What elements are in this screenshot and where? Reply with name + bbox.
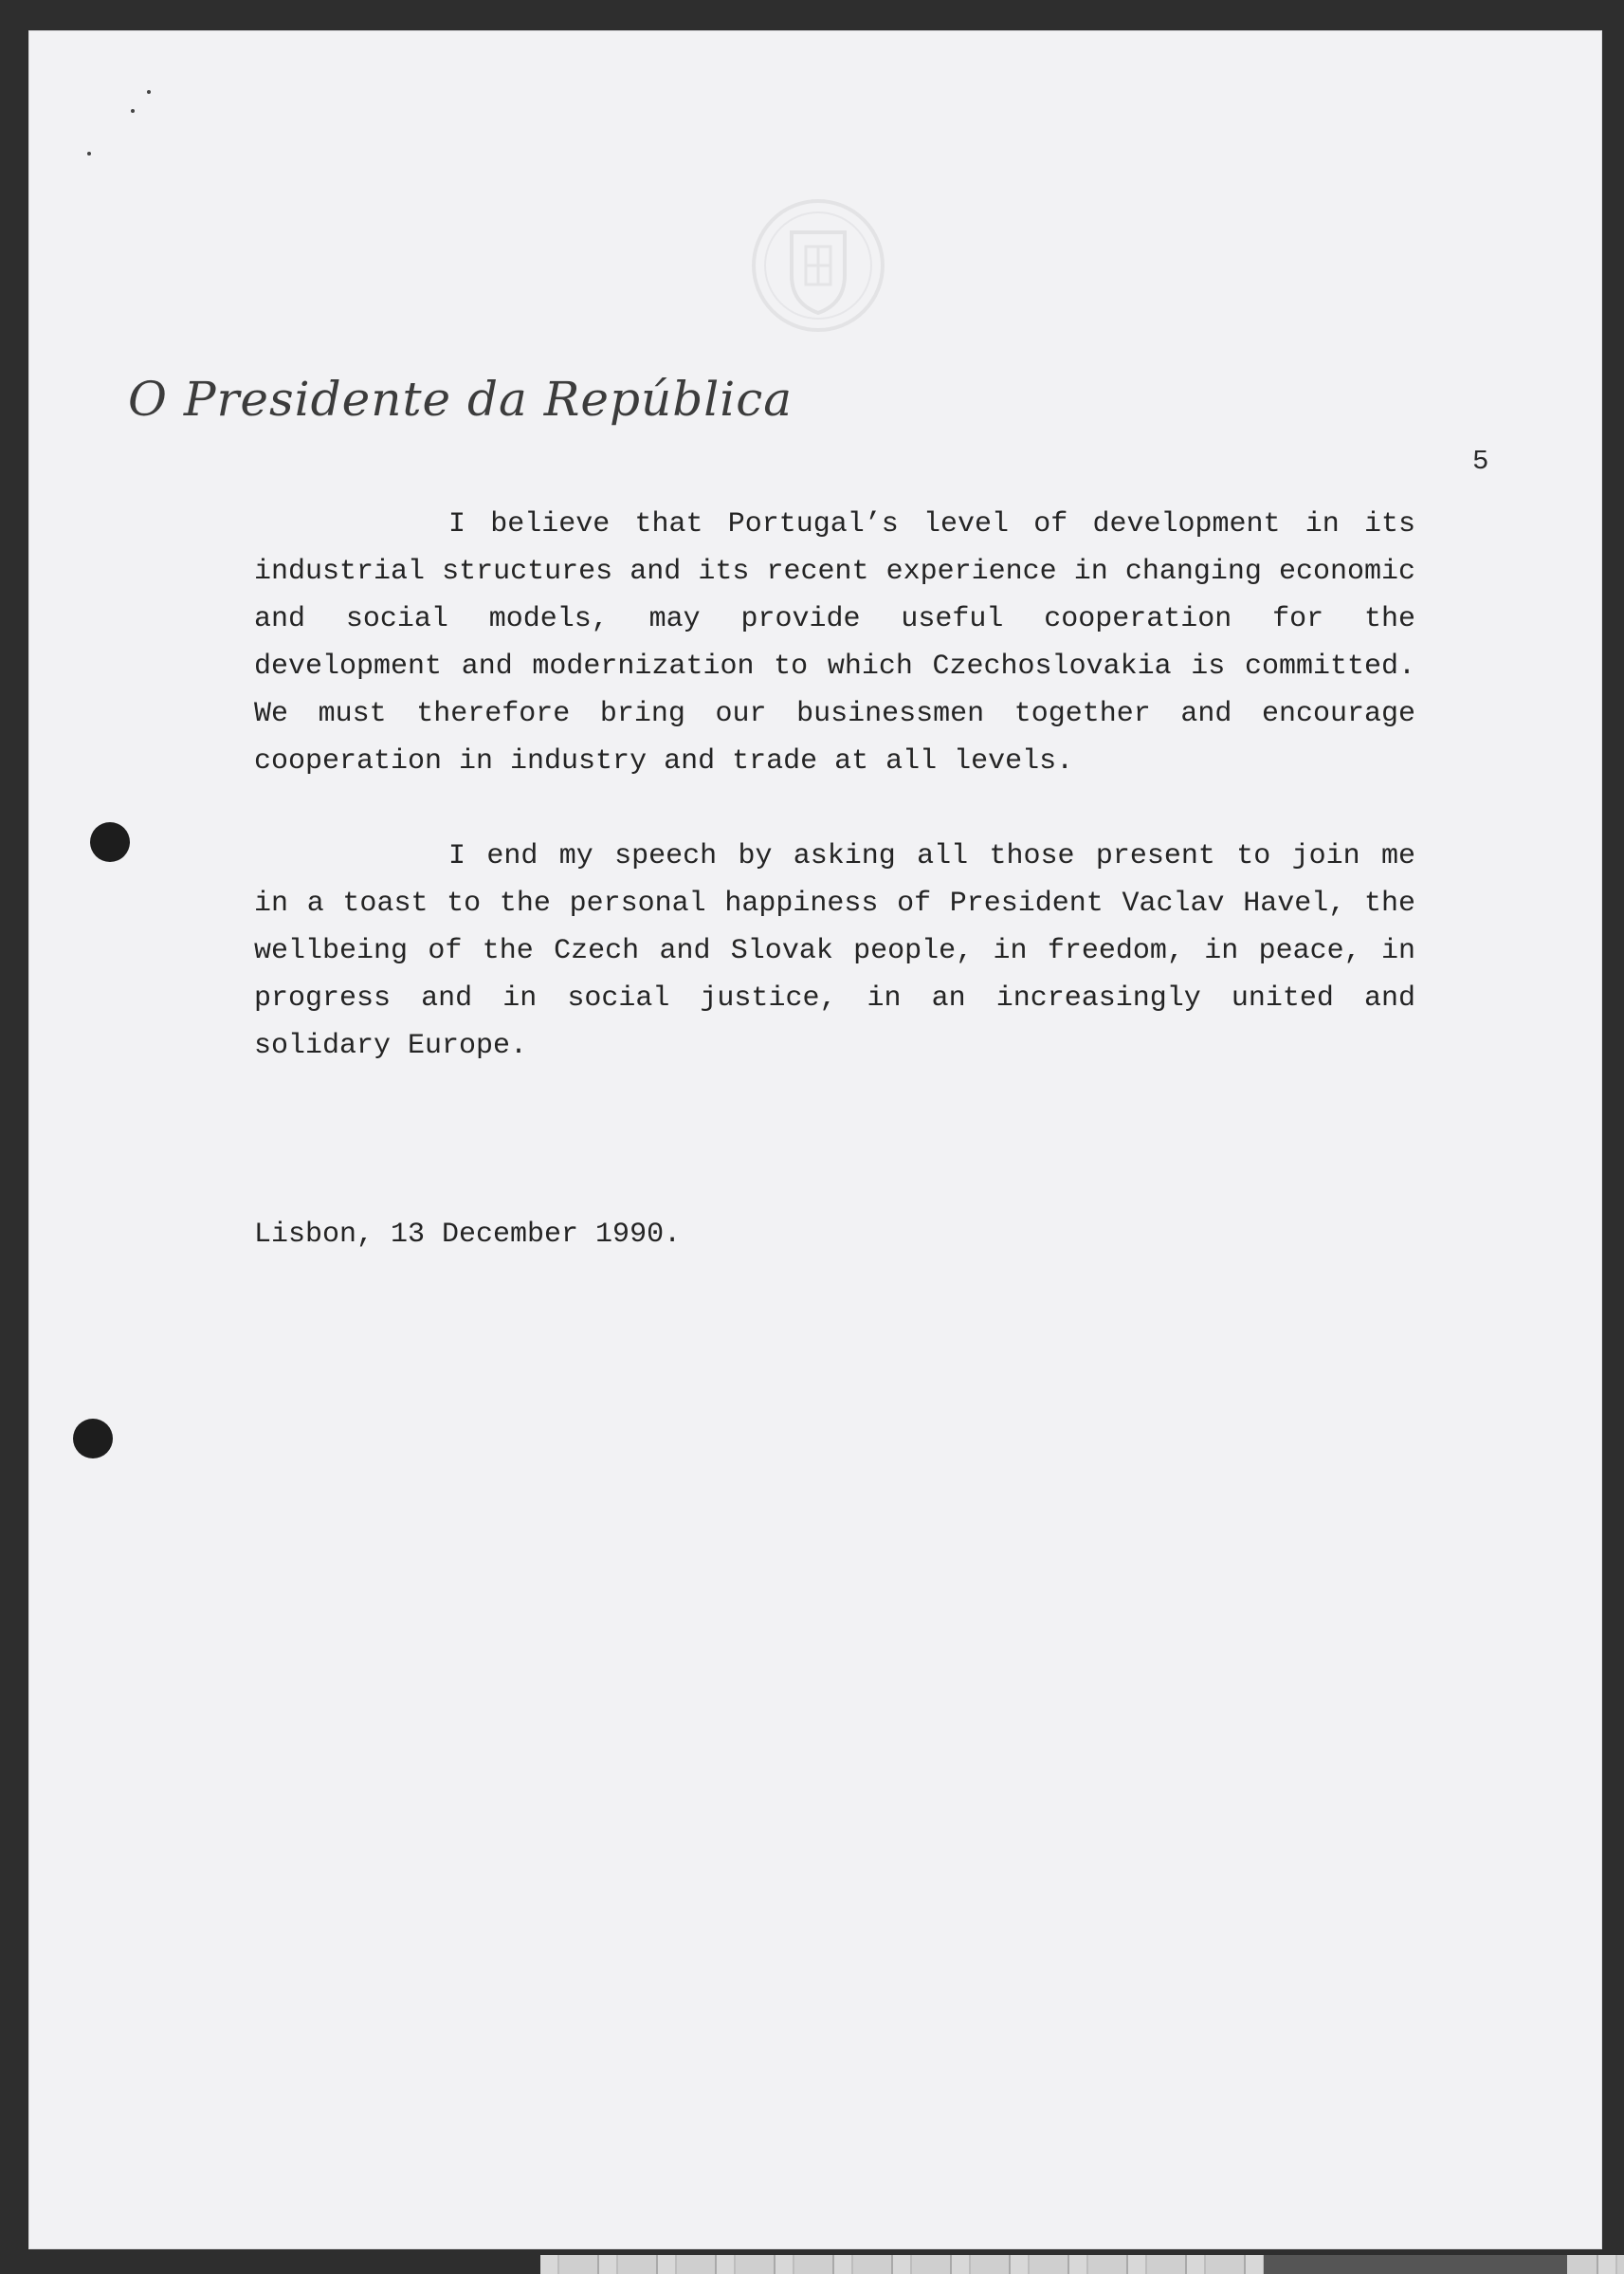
scanner-edge-dark — [1264, 2255, 1567, 2274]
scan-speck — [131, 109, 135, 113]
document-page — [28, 30, 1602, 2249]
speech-body — [254, 501, 1415, 1070]
coat-of-arms-watermark-icon — [747, 194, 889, 337]
punch-hole-upper — [90, 822, 130, 862]
scan-speck — [87, 152, 91, 156]
punch-hole-lower — [73, 1419, 113, 1458]
letterhead-title: O Presidente da República — [128, 372, 794, 427]
dateline: Lisbon, 13 December 1990. — [254, 1219, 682, 1251]
paragraph-1: I believe that Portugal’s level of development in its industrial structures and its recent experience in changing economic and social models, may provide useful cooperation for the development and modernization to which Czechoslovakia is committed. We must therefore bring our businessmen together and encourage cooperation in industry and trade at all levels. — [254, 508, 1415, 778]
scan-speck — [147, 90, 151, 94]
page-number: 5 — [1472, 446, 1489, 477]
paragraph-2: I end my speech by asking all those present to join me in a toast to the personal happiness of President Vaclav Havel, the wellbeing of the Czech and Slovak people, in freedom, in peace, in progress and in social justice, in an increasingly united and solidary Europe. — [254, 840, 1415, 1062]
scanner-edge-strip — [540, 2255, 1624, 2274]
